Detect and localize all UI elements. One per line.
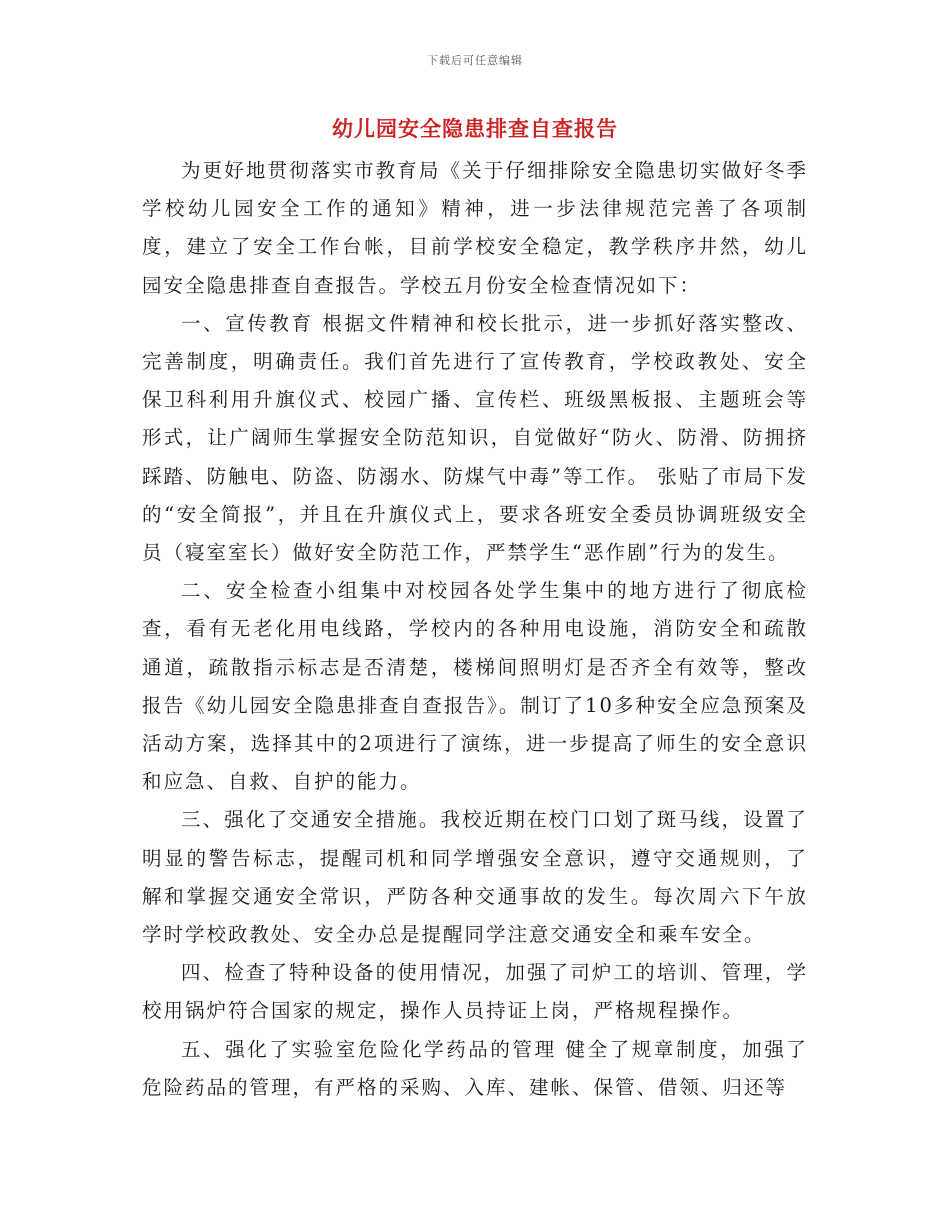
paragraph-5: 五、强化了实验室危险化学药品的管理 健全了规章制度，加强了危险药品的管理，有严格的采购、入库、建帐、保管、借领、归还等: [142, 1037, 808, 1099]
document-body: [142, 152, 808, 1107]
paragraph-4: 四、检查了特种设备的使用情况，加强了司炉工的培训、管理，学校用锅炉符合国家的规定，操作人员持证上岗，严格规程操作。: [142, 961, 808, 1023]
document-title: 幼儿园安全隐患排查自查报告: [332, 117, 618, 141]
page-header: 下载后可任意编辑: [427, 54, 523, 67]
paragraph-2: 二、安全检查小组集中对校园各处学生集中的地方进行了彻底检查，看有无老化用电线路，学校内的各种用电设施，消防安全和疏散通道，疏散指示标志是否清楚，楼梯间照明灯是否齐全有效等，整改报告《幼儿园安全隐患排查自查报告》。制订了10多种安全应急预案及活动方案，选择其中的2项进行了演练，进一步提高了师生的安全意识和应急、自救、自护的能力。: [142, 579, 808, 794]
paragraph-intro: 为更好地贯彻落实市教育局《关于仔细排除安全隐患切实做好冬季学校幼儿园安全工作的通知》精神，进一步法律规范完善了各项制度，建立了安全工作台帐，目前学校安全稳定，教学秩序井然，幼儿园安全隐患排查自查报告。学校五月份安全检查情况如下：: [142, 159, 808, 297]
paragraph-1: 一、宣传教育 根据文件精神和校长批示，进一步抓好落实整改、完善制度，明确责任。我们首先进行了宣传教育，学校政教处、安全保卫科利用升旗仪式、校园广播、宣传栏、班级黑板报、主题班会等形式，让广阔师生掌握安全防范知识，自觉做好“防火、防滑、防拥挤踩踏、防触电、防盗、防溺水、防煤气中毒”等工作。 张贴了市局下发的“安全简报”，并且在升旗仪式上，要求各班安全委员协调班级安全员（寝室室长）做好安全防范工作，严禁学生“恶作剧”行为的发生。: [142, 311, 808, 565]
paragraph-3: 三、强化了交通安全措施。我校近期在校门口划了斑马线，设置了明显的警告标志，提醒司机和同学增强安全意识，遵守交通规则，了解和掌握交通安全常识，严防各种交通事故的发生。每次周六下午放学时学校政教处、安全办总是提醒同学注意交通安全和乘车安全。: [142, 808, 808, 947]
